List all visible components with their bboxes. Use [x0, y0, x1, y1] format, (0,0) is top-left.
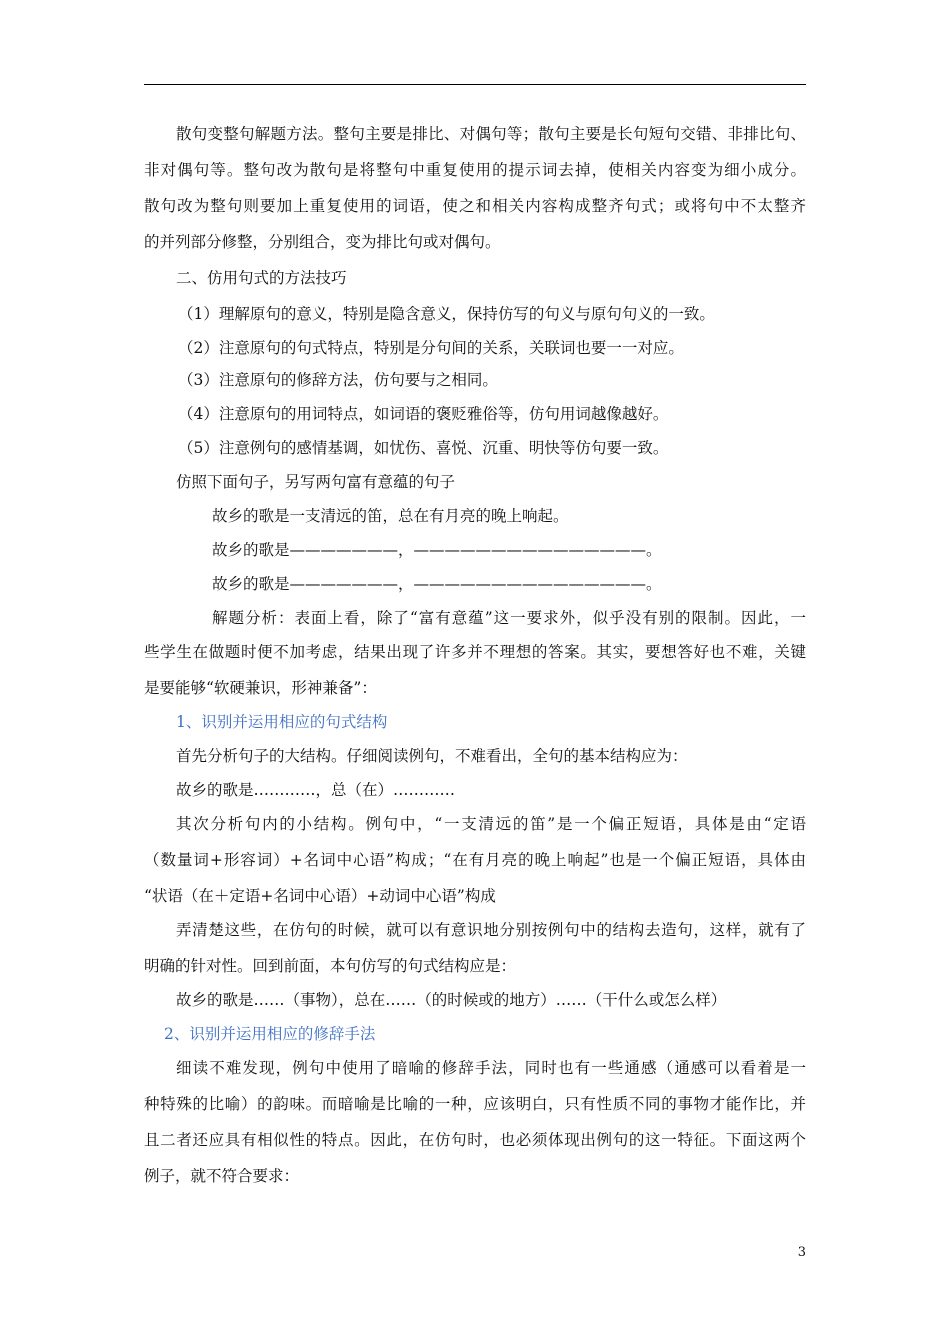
- paragraph-line: 非对偶句等。整句改为散句是将整句中重复使用的提示词去掉，使相关内容变为细小成分。: [144, 161, 806, 179]
- blank-line: 故乡的歌是———————，———————————————。: [212, 575, 662, 593]
- blank-line: 故乡的歌是———————，———————————————。: [212, 541, 662, 559]
- paragraph-line: 的并列部分修整，分别组合，变为排比句或对偶句。: [144, 233, 501, 251]
- task-prompt: 仿照下面句子，另写两句富有意蕴的句子: [176, 473, 456, 491]
- tip-item: （4）注意原句的用词特点，如词语的褒贬雅俗等，仿句用词越像越好。: [178, 405, 669, 423]
- analysis-line: 解题分析：表面上看，除了“富有意蕴”这一要求外，似乎没有别的限制。因此，一: [212, 609, 806, 627]
- paragraph-line: 例子，就不符合要求：: [144, 1167, 300, 1185]
- paragraph-line: 明确的针对性。回到前面，本句仿写的句式结构应是：: [144, 957, 517, 975]
- subheading-sentence-structure: 1、识别并运用相应的句式结构: [176, 713, 388, 731]
- analysis-line: 是要能够“软硬兼识，形神兼备”：: [144, 679, 377, 697]
- paragraph-line: 且二者还应具有相似性的特点。因此，在仿句时，也必须体现出例句的这一特征。下面这两个: [144, 1131, 806, 1149]
- tip-item: （1）理解原句的意义，特别是隐含意义，保持仿写的句义与原句句义的一致。: [178, 305, 715, 323]
- paragraph-line: 弄清楚这些，在仿句的时候，就可以有意识地分别按例句中的结构去造句，这样，就有了: [176, 921, 806, 939]
- tip-item: （2）注意原句的句式特点，特别是分句间的关系，关联词也要一一对应。: [178, 339, 684, 357]
- paragraph-line: （数量词+形容词）+名词中心语”构成；“在有月亮的晚上响起”也是一个偏正短语，具体由: [144, 851, 806, 869]
- paragraph-line: 种特殊的比喻）的韵味。而暗喻是比喻的一种，应该明白，只有性质不同的事物才能作比，并: [144, 1095, 806, 1113]
- paragraph-line: 首先分析句子的大结构。仔细阅读例句，不难看出，全句的基本结构应为：: [176, 747, 688, 765]
- tip-item: （3）注意原句的修辞方法，仿句要与之相同。: [178, 371, 498, 389]
- paragraph-line: 散句变整句解题方法。整句主要是排比、对偶句等；散句主要是长句短句交错、非排比句、: [176, 125, 806, 143]
- paragraph-line: 其次分析句内的小结构。例句中，“一支清远的笛”是一个偏正短语，具体是由“定语: [176, 815, 806, 833]
- example-sentence: 故乡的歌是一支清远的笛，总在有月亮的晚上响起。: [212, 507, 569, 525]
- paragraph-line: 细读不难发现，例句中使用了暗喻的修辞手法，同时也有一些通感（通感可以看着是一: [176, 1059, 806, 1077]
- paragraph-line: “状语（在＋定语+名词中心语）+动词中心语”构成: [144, 887, 496, 905]
- header-rule: [144, 84, 806, 85]
- tip-item: （5）注意例句的感情基调，如忧伤、喜悦、沉重、明快等仿句要一致。: [178, 439, 669, 457]
- section-heading: 二、仿用句式的方法技巧: [176, 269, 347, 287]
- paragraph-line: 散句改为整句则要加上重复使用的词语，使之和相关内容构成整齐句式；或将句中不太整齐: [144, 197, 806, 215]
- pattern-line: 故乡的歌是……（事物），总在……（的时候或的地方）……（干什么或怎么样）: [176, 991, 727, 1009]
- page-number: 3: [797, 1245, 806, 1260]
- analysis-line: 些学生在做题时便不加考虑，结果出现了许多并不理想的答案。其实，要想答好也不难，关键: [144, 643, 806, 661]
- pattern-line: 故乡的歌是…………，总（在）…………: [176, 781, 456, 799]
- subheading-rhetoric: 2、识别并运用相应的修辞手法: [164, 1025, 376, 1043]
